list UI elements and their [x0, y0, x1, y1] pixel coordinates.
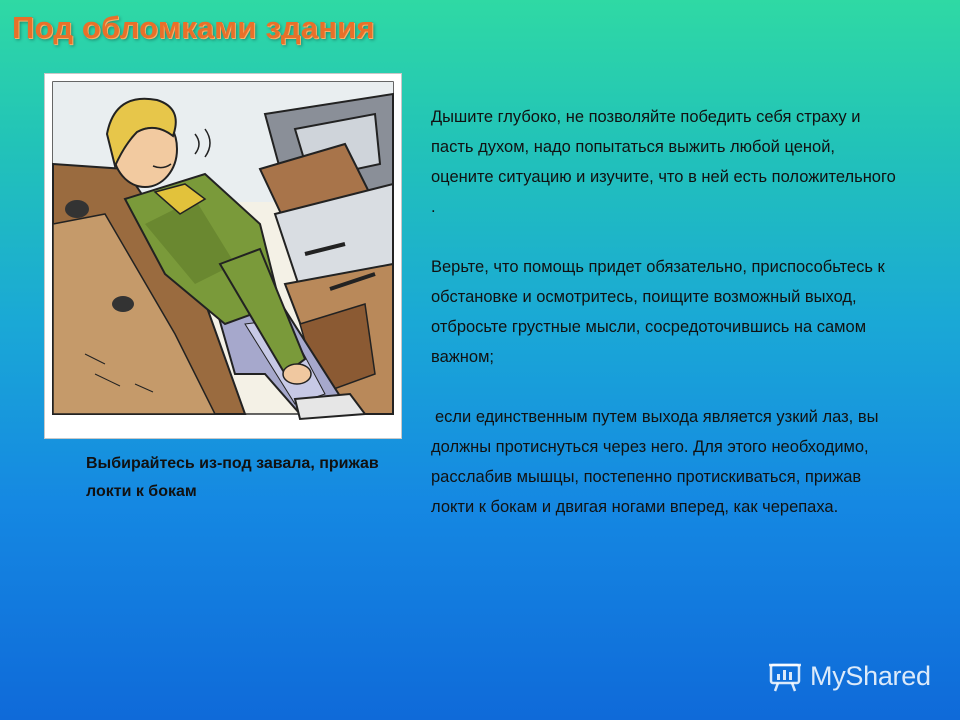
paragraph-narrow-passage: если единственным путем выхода является узкий лаз, вы должны протиснуться через него. Для этого необходимо, расслабив мышцы, постепенно протискиваться, прижав локти к бокам и двигая ногами вперед, как черепаха. [431, 408, 879, 516]
presentation-board-icon [768, 659, 802, 693]
paragraph-hope: Верьте, что помощь придет обязательно, приспособьтесь к обстановке и осмотритесь, поищите возможный выход, отбросьте грустные мысли, сосредоточившись на самом важном; [431, 258, 885, 366]
illustration-man-under-rubble [45, 74, 401, 438]
watermark-text: MyShared [810, 660, 931, 691]
illustration-caption: Выбирайтесь из-под завала, прижав локти к бокам [86, 455, 379, 500]
illustration-frame [45, 74, 401, 438]
slide-title: Под обломками здания [12, 10, 375, 45]
watermark [768, 658, 931, 694]
advice-text [431, 102, 901, 522]
paragraph-breathing: Дышите глубоко, не позволяйте победить себя страху и пасть духом, надо попытаться выжить любой ценой, оцените ситуацию и изучите, что в ней есть положительного . [431, 108, 896, 216]
